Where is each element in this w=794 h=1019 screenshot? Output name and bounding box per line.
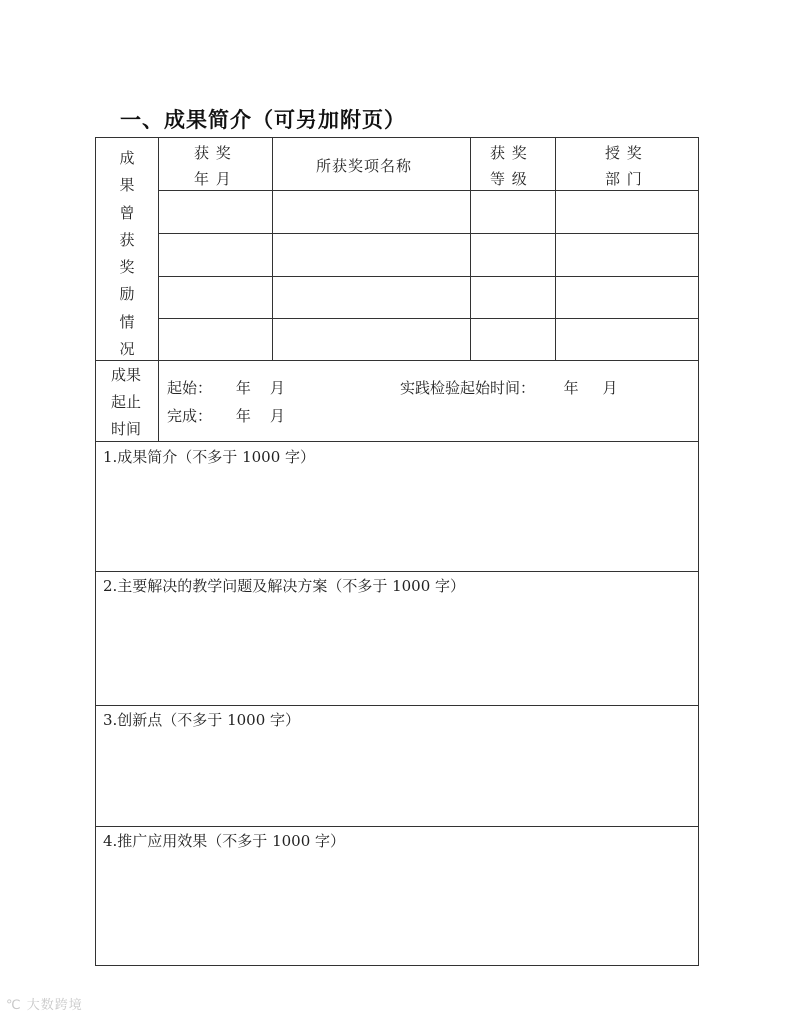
start-date-field[interactable]: 起始： 年 月 — [167, 379, 285, 397]
side-label-char: 情 — [119, 312, 135, 331]
section-divider — [95, 705, 699, 706]
timeline-bottom-divider — [95, 441, 699, 442]
achievement-form — [95, 137, 699, 966]
watermark-icon: ℃ — [6, 998, 22, 1013]
awards-row-divider — [158, 233, 699, 234]
side-label-char: 奖 — [119, 258, 135, 277]
header-award-level-line1: 获 奖 — [490, 144, 528, 162]
awards-column-divider — [272, 137, 273, 360]
summary-text-area[interactable] — [96, 472, 698, 570]
award-entry-cell[interactable] — [556, 191, 698, 233]
watermark-text: 大数跨境 — [26, 998, 83, 1013]
side-label-char: 况 — [119, 340, 135, 359]
side-label-char: 曾 — [119, 203, 135, 222]
table-border-bottom — [95, 965, 699, 966]
section-divider — [95, 571, 699, 572]
table-border-top — [95, 137, 699, 138]
award-entry-cell[interactable] — [471, 191, 555, 233]
awards-side-label — [117, 145, 137, 363]
header-award-year-line1: 获 奖 — [194, 144, 232, 162]
side-label-char: 获 — [119, 230, 135, 249]
awards-column-divider — [555, 137, 556, 360]
header-award-dept-line2: 部 门 — [605, 170, 643, 188]
section-title-problems-solutions: 2.主要解决的教学问题及解决方案（不多于 1000 字） — [103, 577, 466, 595]
watermark-logo — [6, 994, 83, 1013]
finish-date-field[interactable]: 完成： 年 月 — [167, 407, 285, 425]
section-divider — [95, 826, 699, 827]
awards-bottom-divider — [95, 360, 699, 361]
problems-text-area[interactable] — [96, 601, 698, 704]
application-text-area[interactable] — [96, 856, 698, 964]
awards-row-divider — [158, 318, 699, 319]
header-award-level-line2: 等 级 — [490, 170, 528, 188]
practice-start-date-field[interactable]: 实践检验起始时间： 年 月 — [400, 379, 618, 397]
header-award-year-line2: 年 月 — [194, 170, 232, 188]
label-column-divider — [158, 137, 159, 441]
award-entry-cell[interactable] — [273, 191, 470, 233]
table-border-right — [698, 137, 699, 966]
side-label-char: 成 — [119, 149, 135, 167]
awards-column-divider — [470, 137, 471, 360]
side-label-char: 果 — [119, 176, 135, 195]
timeline-side-label-line3: 时间 — [111, 420, 142, 438]
award-entry-cell[interactable] — [159, 191, 272, 233]
section-title-summary: 1.成果简介（不多于 1000 字） — [103, 448, 316, 466]
header-award-name: 所获奖项名称 — [316, 157, 413, 175]
section-title-application-effect: 4.推广应用效果（不多于 1000 字） — [103, 832, 346, 850]
innovation-text-area[interactable] — [96, 735, 698, 825]
timeline-side-label-line1: 成果 — [111, 366, 142, 384]
section-heading: 一、成果简介（可另加附页） — [120, 108, 406, 132]
timeline-side-label-line2: 起止 — [111, 393, 142, 411]
header-award-dept-line1: 授 奖 — [605, 144, 643, 162]
section-title-innovation: 3.创新点（不多于 1000 字） — [103, 711, 301, 729]
side-label-char: 励 — [119, 285, 135, 304]
awards-row-divider — [158, 276, 699, 277]
